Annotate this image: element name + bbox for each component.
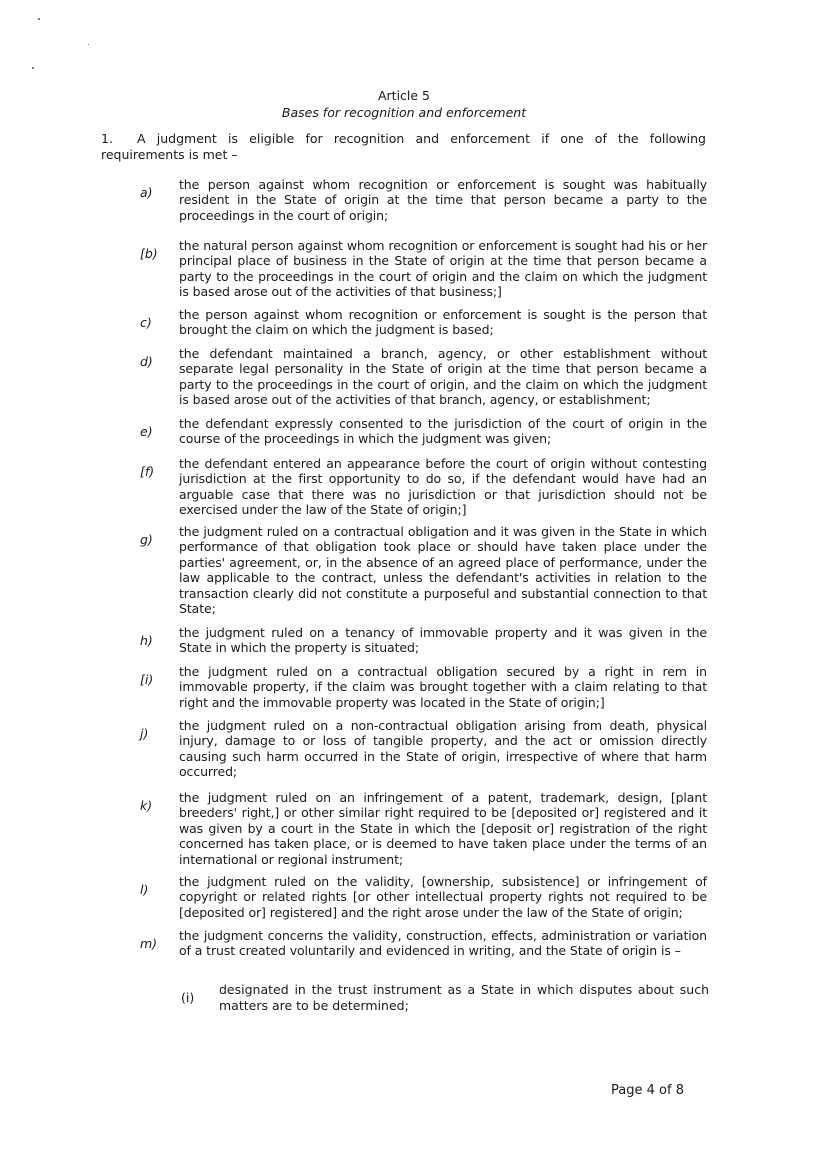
item-text: the defendant entered an appearance before the court of origin without contesting jurisdiction at the first opportunity to do so, if the defendant would have had an arguable case that there was no jurisdiction or that jurisdiction should not be exercised under the law of the State of origin;] [179, 456, 707, 518]
item-text: the judgment concerns the validity, construction, effects, administration or variation of a trust created voluntarily and evidenced in writing, and the State of origin is – [179, 928, 707, 959]
item-label: a) [140, 185, 153, 200]
item-label: [i) [140, 672, 154, 687]
item-text: the defendant expressly consented to the jurisdiction of the court of origin in the course of the proceedings in which the judgment was given; [179, 416, 707, 447]
page-number: Page 4 of 8 [611, 1083, 684, 1098]
item-label: k) [140, 798, 153, 813]
item-text: the person against whom recognition or enforcement is sought was habitually resident in the State of origin at the time that person became a party to the proceedings in the court of origin; [179, 177, 707, 223]
article-subtitle: Bases for recognition and enforcement [281, 105, 527, 120]
scan-speck [38, 18, 40, 20]
subitem-label: (i) [181, 990, 195, 1005]
item-label: h) [140, 633, 153, 648]
item-label: e) [140, 424, 153, 439]
article-heading [0, 88, 808, 121]
item-label: c) [140, 315, 152, 330]
item-text: the judgment ruled on a contractual obligation and it was given in the State in which performance of that obligation took place or should have taken place under the parties' agreement, or, in the absence of an agreed place of performance, under the law applicable to the contract, unless the defendant's activities in relation to the transaction clearly did not constitute a purposeful and substantial connection to that State; [179, 524, 707, 617]
paragraph-number: 1. [101, 131, 113, 146]
subitem-text: designated in the trust instrument as a State in which disputes about such matters are to be determined; [219, 982, 709, 1013]
item-label: l) [140, 882, 149, 897]
item-text: the judgment ruled on a contractual obligation secured by a right in rem in immovable property, if the claim was brought together with a claim relating to that right and the immovable property was located in the State of origin;] [179, 664, 707, 710]
scan-speck [88, 44, 89, 45]
item-label: [b) [140, 246, 158, 261]
item-label: g) [140, 532, 153, 547]
scan-speck [32, 67, 34, 69]
item-label: j) [140, 726, 149, 741]
article-title: Article 5 [377, 88, 431, 103]
paragraph-intro [101, 131, 706, 162]
item-text: the judgment ruled on a non-contractual obligation arising from death, physical injury, damage to or loss of tangible property, and the act or omission directly causing such harm occurred in the State of origin, irrespective of where that harm occurred; [179, 718, 707, 780]
item-label: d) [140, 354, 153, 369]
item-text: the judgment ruled on an infringement of a patent, trademark, design, [plant breeders' right,] or other similar right required to be [deposited or] registered and it was given by a court in the State in which the [deposit or] registration of the right concerned has taken place, or is deemed to have taken place under the terms of an international or regional instrument; [179, 790, 707, 867]
item-text: the natural person against whom recognition or enforcement is sought had his or her principal place of business in the State of origin at the time that person became a party to the proceedings in the court of origin and the claim on which the judgment is based arose out of the activities of that business;] [179, 238, 707, 300]
item-text: the judgment ruled on a tenancy of immovable property and it was given in the State in which the property is situated; [179, 625, 707, 656]
paragraph-text: A judgment is eligible for recognition and enforcement if one of the following requirements is met – [101, 131, 706, 162]
item-label: m) [140, 936, 158, 951]
item-text: the defendant maintained a branch, agency, or other establishment without separate legal personality in the State of origin at the time that person became a party to the proceedings in the court of origin, and the claim on which the judgment is based arose out of the activities of that branch, agency, or establishment; [179, 346, 707, 408]
item-label: [f) [140, 464, 155, 479]
item-text: the judgment ruled on the validity, [ownership, subsistence] or infringement of copyright or related rights [or other intellectual property rights not required to be [deposited or] registered] and the right arose under the law of the State of origin; [179, 874, 707, 920]
item-text: the person against whom recognition or enforcement is sought is the person that brought the claim on which the judgment is based; [179, 307, 707, 338]
